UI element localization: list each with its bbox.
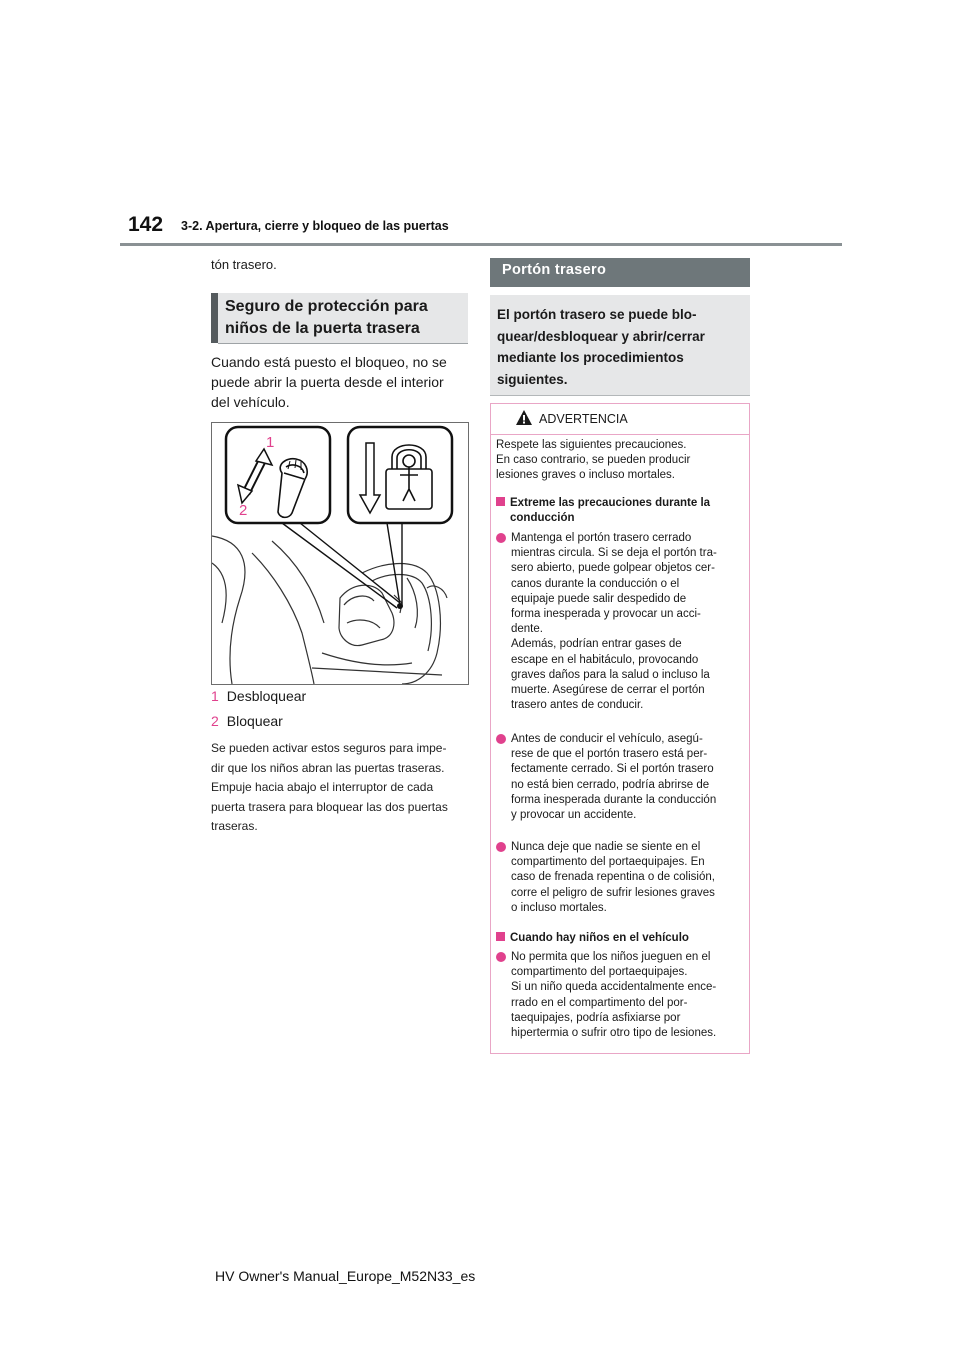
warning-line: lesiones graves o incluso mortales. [496,469,675,482]
intro-text [497,304,745,390]
section-heading: Portón trasero [502,262,607,278]
intro-line: mediante los procedimientos [497,350,684,365]
subheading-line: Cuando hay niños en el vehículo [496,931,744,946]
continued-text: tón trasero. [211,257,277,272]
section-bar [211,293,218,343]
warning-subheading-children [496,931,744,946]
caption-number: 1 [211,688,219,704]
square-bullet-icon [496,497,505,506]
round-bullet-icon [496,952,506,962]
round-bullet-icon [496,734,506,744]
bullet-text: Antes de conducir el vehículo, asegú- rese de que el portón trasero está per- fectamente cerrado. Si el portón trasero no está bien cerrado, podría abrirse de forma inesperada durante la conducción y provocar un accidente. [511,733,717,822]
section-title-line: Seguro de protección para [225,298,428,315]
page-number: 142 [128,213,164,236]
round-bullet-icon [496,842,506,852]
child-lock-illustration [211,422,469,685]
warning-header [491,404,749,435]
warning-intro [496,438,744,484]
warning-box [490,403,750,1054]
note-line: dir que los niños abran las puertas traseras. [211,760,445,775]
bullet-text: Nunca deje que nadie se siente en el compartimento del portaequipajes. En caso de frenada repentina o de colisión, corre el peligro de sufrir lesiones graves o incluso mortales. [511,841,715,914]
paragraph-line: puede abrir la puerta desde el interior [211,374,444,390]
bullet-text: Mantenga el portón trasero cerrado mientras circula. Si se deja el portón tra- sero abierto, puede golpear objetos cer- canos durante la conducción o el equipaje puede salir despedido de forma inesperada y provocar un acci- dente. Además, podrían entrar gases de escape en el habitáculo, provocando graves daños para la salud o incluso la muerte. Asegúrese de cerrar el portón trasero antes de conducir. [511,532,717,712]
intro-line: El portón trasero se puede blo- [497,307,697,322]
caption-text: Bloquear [226,713,283,729]
caption-unlock [211,688,306,704]
subheading-line: Extreme las precauciones durante la [496,496,744,511]
warning-subheading-driving [496,496,744,526]
warning-triangle-icon [515,409,533,426]
label-1: 1 [266,434,275,451]
caption-text: Desbloquear [226,688,307,704]
round-bullet-icon [496,533,506,543]
intro-underline [490,395,750,396]
warning-bullet-1 [496,531,744,713]
warning-line: Respete las siguientes precauciones. [496,439,687,451]
warning-line: En caso contrario, se pueden producir [496,454,691,467]
subheading-line: conducción [510,512,575,525]
note-line: puerta trasera para bloquear las dos puertas [211,799,448,814]
caption-lock [211,713,283,729]
note-line: Se pueden activar estos seguros para impe- [211,741,447,755]
caption-number: 2 [211,713,219,729]
note-line: Empuje hacia abajo el interruptor de cada [211,780,434,795]
bullet-text: No permita que los niños jueguen en el compartimento del portaequipajes. Si un niño queda accidentalmente ence- rrado en el compartimento del por- taequipajes, podría asfixiarse por hipertermia o sufrir otro tipo de lesiones. [511,951,717,1040]
chapter-title: 3-2. Apertura, cierre y bloqueo de las puertas [181,219,449,233]
paragraph-line: del vehículo. [211,394,290,410]
warning-bullet-2 [496,732,744,823]
warning-bullet-3 [496,840,744,916]
warning-bullet-4 [496,950,744,1041]
section-title [225,296,465,340]
intro-line: quear/desbloquear y abrir/cerrar [497,328,705,344]
lock-switch-point [397,603,403,609]
square-bullet-icon [496,932,505,941]
manual-footer: HV Owner's Manual_Europe_M52N33_es [215,1268,476,1284]
note-line: traseras. [211,819,258,834]
section-underline [218,343,468,344]
warning-title: ADVERTENCIA [539,412,628,426]
paragraph-line: Cuando está puesto el bloqueo, no se [211,354,447,370]
intro-line: siguientes. [497,371,568,387]
note-text [211,739,467,837]
section-paragraph [211,352,469,412]
label-2: 2 [239,502,248,519]
header-rule [120,243,842,246]
section-title-line: niños de la puerta trasera [225,320,420,337]
door-illustration-svg [212,423,468,684]
